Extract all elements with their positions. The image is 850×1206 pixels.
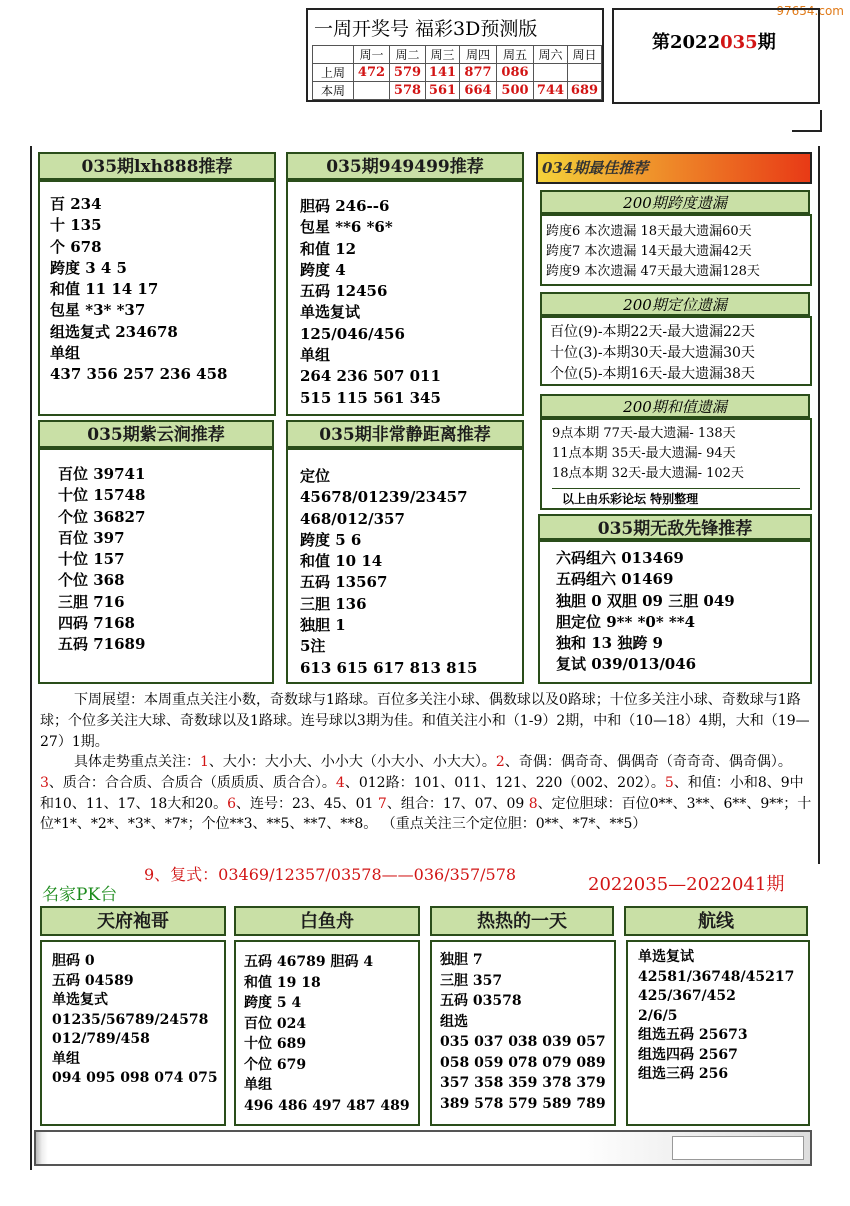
span-box [540, 214, 812, 286]
page-title: 一周开奖号 福彩3D预测版 [314, 18, 538, 40]
panel-lxh888 [38, 180, 276, 416]
line: 组选 [440, 1013, 468, 1030]
bottom-bar-slot [672, 1136, 804, 1160]
line: 三胆 357 [440, 972, 503, 989]
draw-cell: 578 [390, 82, 426, 100]
line: 百 234 [50, 195, 102, 213]
line: 包星 *3* *37 [50, 301, 146, 320]
pk-title: 热热的一天 [430, 906, 614, 936]
pk-panel-rere [430, 940, 616, 1126]
outlook-text: 下周展望：本周重点关注小数，奇数球与1路球。百位多关注小球、偶数球以及0路球；十位多关注小球、奇数球与1路球；个位多关注大球、奇数球以及1路球。连号球以3期为佳。和值关注小和（1-9）2期，中和（10—18）4期，大和（19—27）1期。 [40, 692, 810, 750]
period-label: 2022035—2022041期 [588, 874, 785, 895]
line: 组选四码 2567 [638, 1046, 738, 1063]
trend-text: 具体走势重点关注：1、大小：大小大、小小大（小大小、小大大）。2、奇偶：偶奇奇、偶偶奇（奇奇奇、偶奇偶）。3、质合：合合质、合质合（质质质、质合合）。4、012路：101、011、121、220（002、202）。5、和值：小和8、9中和10、11、17、18大和20。6、连号：23、45、01 7、组合：17、07、09 8、定位胆球：百位0**、3**、6**、9**；十位*1*、*2*、*3*、*7*；个位**3、**5、**7、**8。 （重点关注三个定位胆：0**、*7*、**5） [40, 754, 812, 833]
table-row [313, 64, 602, 82]
panel-title: 035期949499推荐 [286, 152, 524, 180]
line: 定位 [300, 467, 331, 485]
line: 437 356 257 236 458 [50, 365, 228, 384]
line: 百位 397 [58, 528, 125, 547]
draw-results-table [312, 45, 602, 100]
line: 515 115 561 345 [300, 388, 441, 407]
line: 十位 689 [244, 1036, 307, 1052]
span-title: 200期跨度遗漏 [540, 190, 810, 214]
line: 五码 13567 [300, 573, 388, 592]
line: 613 615 617 813 815 [300, 658, 478, 677]
line: 四码 7168 [58, 614, 135, 633]
line: 十位 15748 [58, 486, 146, 505]
line: 五码组六 01469 [556, 570, 674, 589]
line: 独胆 0 双胆 09 三胆 049 [556, 591, 735, 610]
pk-panel-baiyuzhou [234, 940, 420, 1126]
sum-title: 200期和值遗漏 [540, 394, 810, 418]
day-header: 周四 [460, 46, 497, 64]
line: 跨度 4 [300, 260, 346, 279]
panel-title: 035期非常静距离推荐 [286, 420, 524, 448]
frame-right-top [820, 110, 822, 132]
line: 42581/36748/45217 [638, 968, 795, 985]
line: 058 059 078 079 089 [440, 1054, 606, 1071]
row-label: 本周 [313, 82, 354, 100]
line: 单组 [52, 1050, 80, 1067]
line: 胆码 246--6 [300, 197, 390, 215]
line: 个位 679 [244, 1056, 307, 1073]
line: 单组 [244, 1077, 272, 1093]
line: 三胆 716 [58, 592, 125, 611]
line: 单组 [300, 346, 331, 365]
issue-number: 第2022035期 [652, 32, 776, 53]
line: 复试 039/013/046 [556, 655, 697, 674]
line: 胆码 0 [52, 953, 95, 969]
line: 264 236 507 011 [300, 367, 441, 386]
line: 跨度7 本次遗漏 14天最大遗漏42天 [546, 244, 752, 259]
line: 11点本期 35天-最大遗漏- 94天 [552, 446, 736, 461]
draw-cell: 561 [426, 82, 460, 100]
pk-title: 航线 [624, 906, 808, 936]
line: 9点本期 77天-最大遗漏- 138天 [552, 426, 736, 441]
line: 425/367/452 [638, 988, 736, 1004]
line: 十位(3)-本期30天-最大遗漏30天 [550, 345, 755, 361]
line: 035 037 038 039 057 [440, 1034, 606, 1050]
day-header: 周日 [568, 46, 602, 64]
line: 五码 46789 胆码 4 [244, 954, 374, 970]
line: 十 135 [50, 216, 102, 235]
sum-box [540, 418, 812, 510]
line: 2/6/5 [638, 1007, 678, 1024]
day-header: 周一 [354, 46, 390, 64]
line: 五码 12456 [300, 282, 388, 301]
line: 357 358 359 378 379 [440, 1075, 606, 1091]
line: 和值 11 14 17 [50, 280, 159, 299]
panel-wudi [538, 540, 812, 684]
day-header: 周六 [534, 46, 568, 64]
draw-cell: 877 [460, 64, 497, 82]
day-header: 周二 [390, 46, 426, 64]
watermark: 97654.com [776, 4, 844, 18]
draw-cell: 500 [497, 82, 534, 100]
mingjia-label: 名家PK台 [42, 885, 118, 905]
panel-jingjuli [286, 448, 524, 684]
line: 125/046/456 [300, 324, 405, 343]
line: 012/789/458 [52, 1031, 150, 1047]
day-header: 周三 [426, 46, 460, 64]
line: 496 486 497 487 489 [244, 1097, 410, 1114]
line: 单组 [50, 344, 81, 363]
line: 01235/56789/24578 [52, 1011, 209, 1028]
panel-title: 035期lxh888推荐 [38, 152, 276, 180]
line: 五码 04589 [52, 972, 134, 989]
panel-949499 [286, 180, 524, 416]
line: 和值 10 14 [300, 552, 383, 571]
line: 和值 12 [300, 239, 357, 258]
line: 组选复式 234678 [50, 322, 178, 341]
line: 百位 024 [244, 1015, 307, 1032]
line: 468/012/357 [300, 509, 405, 528]
line: 和值 19 18 [244, 974, 321, 991]
line: 个位 368 [58, 571, 125, 590]
line: 5注 [300, 637, 326, 656]
line: 胆定位 9** *0* **4 [556, 612, 696, 631]
pk-panel-tianfu [40, 940, 226, 1126]
row-label: 上周 [313, 64, 354, 82]
frame-corner [792, 130, 822, 132]
draw-cell: 472 [354, 64, 390, 82]
draw-cell: 141 [426, 64, 460, 82]
line: 跨度9 本次遗漏 47天最大遗漏128天 [546, 264, 760, 279]
line: 个位(5)-本期16天-最大遗漏38天 [550, 366, 755, 382]
pk-panel-hangxian [626, 940, 810, 1126]
line: 六码组六 013469 [556, 549, 684, 567]
line: 包星 **6 *6* [300, 218, 393, 237]
draw-cell [568, 64, 602, 82]
draw-cell: 664 [460, 82, 497, 100]
line: 独胆 1 [300, 616, 346, 635]
line: 单选复式 [52, 992, 108, 1008]
best-title: 034期最佳推荐 [536, 152, 812, 184]
draw-cell [354, 82, 390, 100]
panel-ziyunjian [38, 448, 274, 684]
draw-cell: 689 [568, 82, 602, 100]
line: 094 095 098 074 075 [52, 1070, 218, 1086]
line: 组选三码 256 [638, 1066, 729, 1082]
line: 跨度 5 6 [300, 530, 362, 549]
credit: 以上由乐彩论坛 特别整理 [552, 488, 800, 509]
line: 三胆 136 [300, 594, 367, 613]
table-row [313, 82, 602, 100]
line: 跨度6 本次遗漏 18天最大遗漏60天 [546, 224, 752, 239]
line: 45678/01239/23457 [300, 488, 468, 507]
line: 单选复试 [300, 303, 361, 322]
line: 独和 13 独跨 9 [556, 634, 663, 653]
line: 跨度 5 4 [244, 995, 302, 1011]
draw-cell: 086 [497, 64, 534, 82]
line: 百位 39741 [58, 465, 146, 483]
line: 独胆 7 [440, 952, 483, 968]
line: 个 678 [50, 237, 102, 256]
table-row [313, 46, 602, 64]
pos-title: 200期定位遗漏 [540, 292, 810, 316]
line: 组选五码 25673 [638, 1027, 748, 1043]
panel-title: 035期无敌先锋推荐 [538, 514, 812, 540]
draw-cell: 744 [534, 82, 568, 100]
draw-cell [534, 64, 568, 82]
line: 五码 03578 [440, 993, 522, 1009]
day-header: 周五 [497, 46, 534, 64]
line: 单选复试 [638, 949, 694, 965]
frame-left [30, 146, 32, 1170]
line: 百位(9)-本期22天-最大遗漏22天 [550, 324, 755, 340]
pk-title: 天府袍哥 [40, 906, 226, 936]
line: 389 578 579 589 789 [440, 1095, 606, 1112]
frame-right [818, 146, 820, 864]
line: 18点本期 32天-最大遗漏- 102天 [552, 466, 744, 481]
pk-title: 白鱼舟 [234, 906, 420, 936]
line: 十位 157 [58, 550, 125, 569]
issue-frame [612, 8, 820, 104]
draw-cell: 579 [390, 64, 426, 82]
panel-title: 035期紫云涧推荐 [38, 420, 274, 448]
fushi-text: 9、复式：03469/12357/03578——036/357/578 [144, 865, 517, 884]
line: 个位 36827 [58, 507, 146, 526]
line: 五码 71689 [58, 635, 146, 654]
line: 跨度 3 4 5 [50, 258, 127, 277]
pos-box [540, 316, 812, 386]
